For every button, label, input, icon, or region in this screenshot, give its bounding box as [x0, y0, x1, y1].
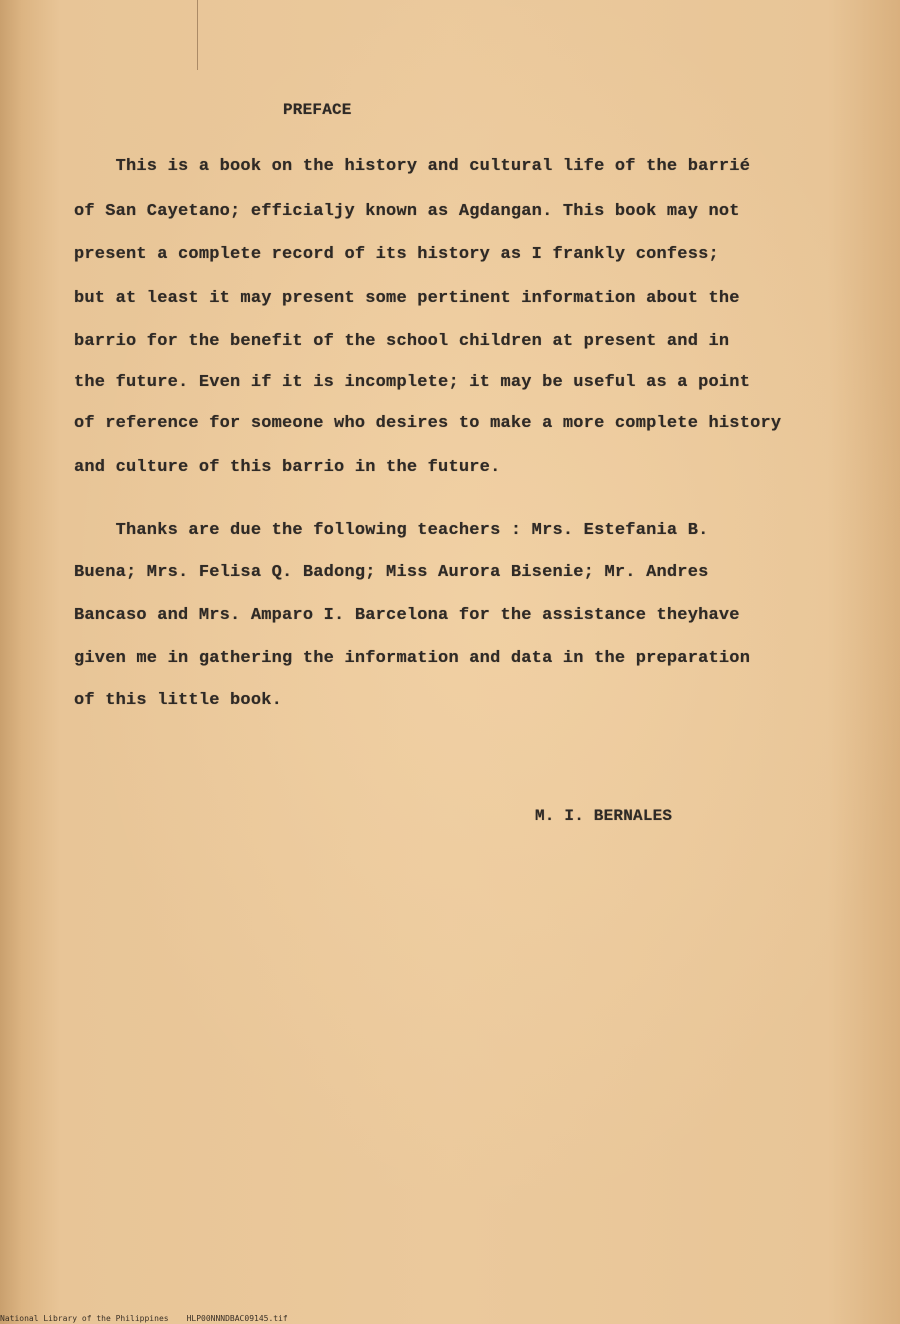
paragraph-2-line-2: Buena; Mrs. Felisa Q. Badong; Miss Aurora Bisenie; Mr. Andres [74, 563, 709, 582]
paragraph-1-line-6: the future. Even if it is incomplete; it may be useful as a point [74, 373, 751, 392]
paragraph-2-line-5: of this little book. [74, 691, 283, 710]
document-title: PREFACE [283, 101, 352, 119]
author-signature: M. I. BERNALES [535, 807, 673, 825]
paragraph-1-line-4: but at least it may present some pertinent information about the [74, 289, 740, 308]
paragraph-1-line-8: and culture of this barrio in the future. [74, 458, 501, 477]
paragraph-2-line-1: Thanks are due the following teachers : Mrs. Estefania B. [74, 521, 709, 540]
paragraph-1-line-5: barrio for the benefit of the school children at present and in [74, 332, 730, 351]
paragraph-1-line-3: present a complete record of its history as I frankly confess; [74, 245, 719, 264]
footer-filename: HLP00NNNDBAC09145.tif [186, 1314, 288, 1323]
paragraph-1-line-1: This is a book on the history and cultural life of the barrié [74, 157, 751, 176]
paragraph-2-line-4: given me in gathering the information and data in the preparation [74, 649, 751, 668]
paragraph-1-line-7: of reference for someone who desires to make a more complete history [74, 414, 782, 433]
footer-source: National Library of the Philippines [0, 1314, 169, 1323]
page-fold-line [197, 0, 198, 70]
paragraph-2-line-3: Bancaso and Mrs. Amparo I. Barcelona for the assistance theyhave [74, 606, 740, 625]
scan-footer [0, 1314, 306, 1323]
paragraph-1-line-2: of San Cayetano; efficialjy known as Agdangan. This book may not [74, 202, 740, 221]
